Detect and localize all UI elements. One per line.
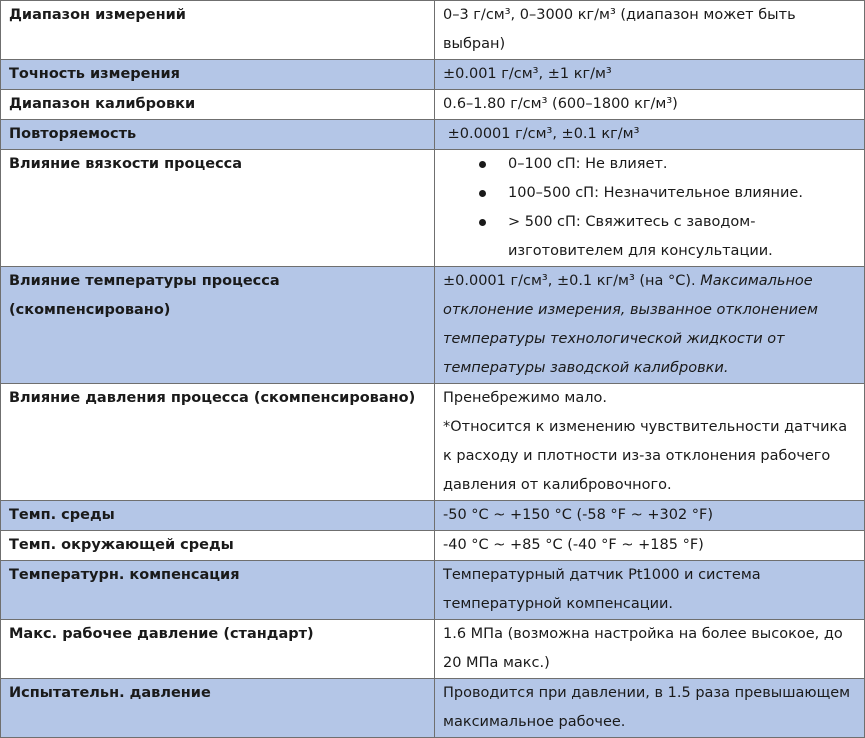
param-cell: Температурн. компенсация bbox=[1, 561, 435, 620]
table-row bbox=[1, 90, 865, 120]
param-cell: Влияние давления процесса (скомпенсировано) bbox=[1, 384, 435, 501]
value-text: ±0.0001 г/см³, ±0.1 кг/м³ (на °C). bbox=[443, 273, 696, 289]
value-cell: 0.6–1.80 г/см³ (600–1800 кг/м³) bbox=[435, 90, 865, 120]
value-cell bbox=[435, 267, 865, 384]
bullet-dot-icon bbox=[479, 161, 486, 168]
value-text: Пренебрежимо мало. bbox=[443, 390, 607, 406]
table-row bbox=[1, 267, 865, 384]
param-cell: Макс. рабочее давление (стандарт) bbox=[1, 620, 435, 679]
bullet-text: > 500 сП: Свяжитесь с заводом-изготовителем для консультации. bbox=[508, 214, 773, 259]
param-cell: Точность измерения bbox=[1, 60, 435, 90]
param-cell: Темп. окружающей среды bbox=[1, 531, 435, 561]
list-item bbox=[443, 208, 856, 266]
table-row bbox=[1, 1, 865, 60]
table-row bbox=[1, 384, 865, 501]
value-cell bbox=[435, 384, 865, 501]
list-item bbox=[443, 150, 856, 179]
table-row bbox=[1, 150, 865, 267]
bullet-dot-icon bbox=[479, 219, 486, 226]
table-row bbox=[1, 60, 865, 90]
bullet-dot-icon bbox=[479, 190, 486, 197]
bullet-list bbox=[443, 150, 856, 266]
bullet-text: 100–500 сП: Незначительное влияние. bbox=[508, 185, 803, 201]
value-cell bbox=[435, 150, 865, 267]
value-note-italic: Максимальное отклонение измерения, вызванное отклонением температуры технологической жидкости от температуры заводской калибровки. bbox=[443, 273, 818, 376]
value-cell: Температурный датчик Pt1000 и система температурной компенсации. bbox=[435, 561, 865, 620]
value-footnote: *Относится к изменению чувствительности датчика к расходу и плотности из-за отклонения рабочего давления от калибровочного. bbox=[443, 419, 848, 493]
table-row bbox=[1, 531, 865, 561]
bullet-text: 0–100 сП: Не влияет. bbox=[508, 156, 668, 172]
table-row bbox=[1, 561, 865, 620]
param-cell: Темп. среды bbox=[1, 501, 435, 531]
value-cell: -50 °C ~ +150 °C (-58 °F ~ +302 °F) bbox=[435, 501, 865, 531]
value-cell: 1.6 МПа (возможна настройка на более высокое, до 20 МПа макс.) bbox=[435, 620, 865, 679]
value-cell: ±0.0001 г/см³, ±0.1 кг/м³ bbox=[435, 120, 865, 150]
table-row bbox=[1, 501, 865, 531]
param-cell: Повторяемость bbox=[1, 120, 435, 150]
param-cell: Диапазон измерений bbox=[1, 1, 435, 60]
list-item bbox=[443, 179, 856, 208]
table-row bbox=[1, 620, 865, 679]
table-row bbox=[1, 679, 865, 738]
param-cell: Диапазон калибровки bbox=[1, 90, 435, 120]
param-cell: Испытательн. давление bbox=[1, 679, 435, 738]
param-cell: Влияние температуры процесса (скомпенсировано) bbox=[1, 267, 435, 384]
value-cell: -40 °C ~ +85 °C (-40 °F ~ +185 °F) bbox=[435, 531, 865, 561]
value-cell: 0–3 г/см³, 0–3000 кг/м³ (диапазон может быть выбран) bbox=[435, 1, 865, 60]
param-cell: Влияние вязкости процесса bbox=[1, 150, 435, 267]
table-row bbox=[1, 120, 865, 150]
value-cell: Проводится при давлении, в 1.5 раза превышающем максимальное рабочее. bbox=[435, 679, 865, 738]
value-cell: ±0.001 г/см³, ±1 кг/м³ bbox=[435, 60, 865, 90]
